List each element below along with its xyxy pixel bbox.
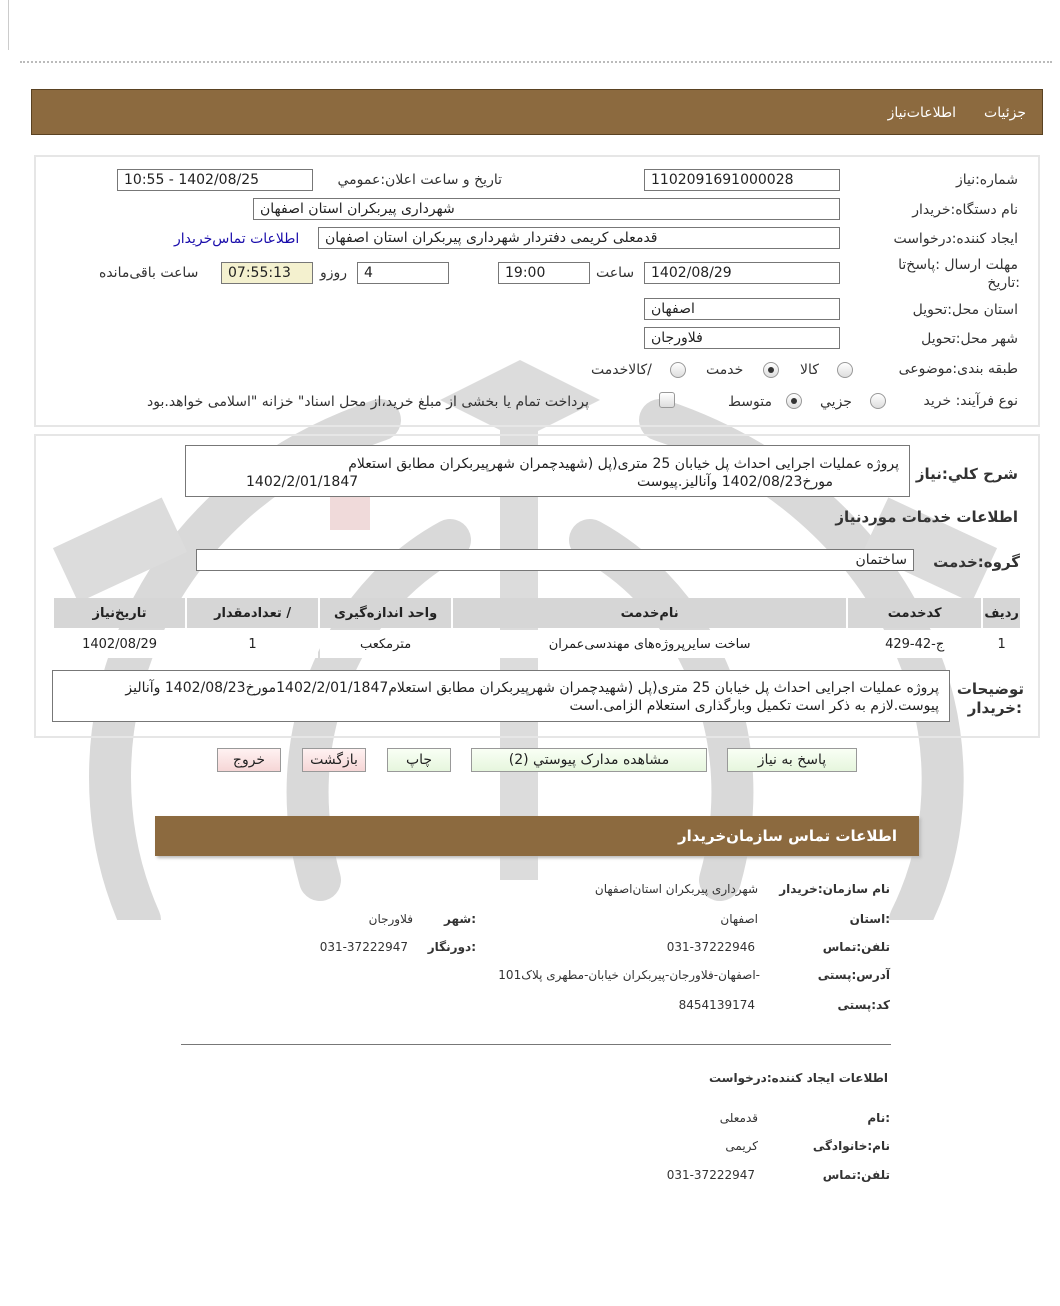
province-contact-value: اصفهان [720, 912, 758, 926]
process-minor-radio[interactable] [870, 393, 886, 409]
creator-phone-value: 031-37222947 [666, 1168, 755, 1182]
left-edge-line [8, 0, 9, 50]
category-service-label: خدمت [706, 362, 744, 378]
deadline-label: مهلت ارسال :پاسخ‌تا [898, 257, 1018, 273]
cell-service-code: ج-42-429 [848, 630, 981, 658]
province-contact-label: :استان [849, 912, 890, 926]
contact-header-title: اطلاعات تماس سازمان‌خریدار [677, 827, 897, 845]
deadline-time-label: ساعت [596, 265, 635, 281]
cell-unit: مترمکعب [320, 630, 451, 658]
service-group-label: گروه:خدمت [933, 553, 1020, 571]
city-field[interactable]: فلاورجان [644, 327, 840, 349]
table-row [54, 630, 1020, 658]
creator-phone-label: تلفن:تماس [822, 1168, 890, 1182]
buyer-notes-label-2: :خریدار [967, 699, 1022, 717]
buyer-contact-link[interactable]: اطلاعات تماس‌خریدار [174, 231, 300, 247]
description-line-2: مورخ1402/08/23 وآنالیز.پیوست [637, 474, 833, 490]
description-label: شرح کلي:نیاز [915, 465, 1018, 483]
deadline-date-field[interactable]: 1402/08/29 [644, 262, 840, 284]
deadline-time-field[interactable]: 19:00 [498, 262, 590, 284]
category-label: طبقه بندی:موضوعی [898, 361, 1018, 377]
announce-datetime-field[interactable]: 1402/08/25 - 10:55 [117, 169, 313, 191]
buyer-org-label: نام دستگاه:خریدار [912, 202, 1018, 218]
col-quantity: / تعدادمقدار [187, 598, 318, 628]
process-medium-radio[interactable] [786, 393, 802, 409]
phone-value: 031-37222946 [666, 940, 755, 954]
category-goods-radio[interactable] [837, 362, 853, 378]
tab-need-info[interactable]: اطلاعات‌نیاز [887, 105, 956, 121]
buyer-org-field[interactable]: شهرداری پیربکران استان اصفهان [253, 198, 840, 220]
org-label: نام سازمان:خریدار [779, 882, 890, 896]
description-box [185, 445, 910, 497]
creator-info-title: اطلاعات ایجاد کننده:درخواست [708, 1071, 888, 1085]
buyer-notes-box [52, 670, 950, 722]
reply-button[interactable]: پاسخ به نیاز [727, 748, 857, 772]
creator-name-value: قدمعلی [719, 1111, 758, 1125]
category-both-label: /کالاخدمت [591, 362, 652, 378]
phone-label: تلفن:تماس [822, 940, 890, 954]
process-minor-label: جزيي [820, 394, 852, 410]
cell-row-number: 1 [983, 630, 1020, 658]
service-group-field[interactable]: ساختمان [196, 549, 914, 571]
category-service-radio[interactable] [763, 362, 779, 378]
contact-header [155, 816, 919, 856]
services-title: اطلاعات خدمات موردنیاز [835, 508, 1018, 526]
col-unit: واحد اندازه‌گیری [320, 598, 451, 628]
treasury-payment-checkbox[interactable] [659, 392, 675, 408]
postal-code-value: 8454139174 [678, 998, 755, 1012]
creator-field[interactable]: قدمعلی کریمی دفتردار شهرداری پیربکران استان اصفهان [318, 227, 840, 249]
buyer-notes-line-1: پروژه عملیات اجرایی احداث پل خیابان 25 متری(پل (شهیدچمران شهرپیربکران مطابق استعلام1402/2/01/1847مورخ1402/08/23 وآنالیز [125, 680, 939, 696]
top-divider [20, 61, 1052, 63]
cell-quantity: 1 [187, 630, 318, 658]
description-ref-number: 1402/2/01/1847 [246, 474, 359, 490]
services-table [52, 596, 1022, 660]
col-need-date: تاریخ‌نیاز [54, 598, 185, 628]
fax-value: 031-37222947 [319, 940, 408, 954]
buyer-notes-label: توضیحات [956, 680, 1024, 698]
creator-family-value: کریمی [725, 1139, 758, 1153]
print-button[interactable]: چاپ [387, 748, 451, 772]
announce-label: تاریخ و ساعت اعلان:عمومي [337, 172, 502, 188]
province-field[interactable]: اصفهان [644, 298, 840, 320]
deadline-label-2: :تاریخ [987, 275, 1020, 291]
treasury-payment-label: پرداخت تمام یا بخشی از مبلغ خرید،از محل اسناد" خزانه "اسلامی خواهد.بود [147, 394, 590, 410]
back-button[interactable]: بازگشت [302, 748, 366, 772]
contact-divider [181, 1044, 891, 1045]
org-value: شهرداری پیربکران استان‌اصفهان [594, 882, 758, 896]
need-form-panel [34, 155, 1040, 427]
city-label: شهر محل:تحویل [921, 331, 1018, 347]
exit-button[interactable]: خروج [217, 748, 281, 772]
tab-details[interactable]: جزئیات [984, 105, 1026, 121]
remaining-timer: 07:55:13 [221, 262, 313, 284]
description-line-1: پروژه عملیات اجرایی احداث پل خیابان 25 متری(پل (شهیدچمران شهرپیربکران مطابق استعلام [348, 456, 899, 472]
cell-need-date: 1402/08/29 [54, 630, 185, 658]
postal-code-label: کد:پستی [837, 998, 890, 1012]
fax-label: :دورنگار [427, 940, 476, 954]
city-contact-value: فلاورجان [368, 912, 413, 926]
creator-label: ایجاد کننده:درخواست [893, 231, 1018, 247]
header-bar [31, 89, 1043, 135]
days-field[interactable]: 4 [357, 262, 449, 284]
services-table-header [54, 598, 1020, 628]
process-medium-label: متوسط [728, 394, 772, 410]
col-service-code: کدخدمت [848, 598, 981, 628]
category-goods-label: کالا [800, 362, 819, 378]
need-number-label: شماره:نیاز [955, 172, 1018, 188]
days-label: روزو [320, 265, 348, 281]
city-contact-label: :شهر [444, 912, 476, 926]
process-label: نوع فرآیند: خرید [923, 393, 1018, 409]
col-row-number: ردیف [983, 598, 1020, 628]
creator-name-label: :نام [867, 1111, 890, 1125]
category-both-radio[interactable] [670, 362, 686, 378]
view-attachments-button[interactable]: مشاهده مدارک پیوستي (2) [471, 748, 707, 772]
buyer-notes-line-2: پیوست.لازم به ذکر است تکمیل وبارگذاری استعلام الزامی.است [569, 698, 939, 714]
address-value: -اصفهان-فلاورجان-پیربکران خیابان-مطهری پلاک101 [498, 968, 760, 982]
address-label: آدرس:پستی [817, 968, 890, 982]
cell-service-name: ساخت سایرپروژه‌های مهندسی‌عمران [453, 630, 846, 658]
col-service-name: نام‌خدمت [453, 598, 846, 628]
creator-family-label: نام:خانوادگی [812, 1139, 890, 1153]
need-number-field[interactable]: 1102091691000028 [644, 169, 840, 191]
province-label: استان محل:تحویل [912, 302, 1018, 318]
remaining-label: ساعت باقی‌مانده [99, 265, 199, 281]
